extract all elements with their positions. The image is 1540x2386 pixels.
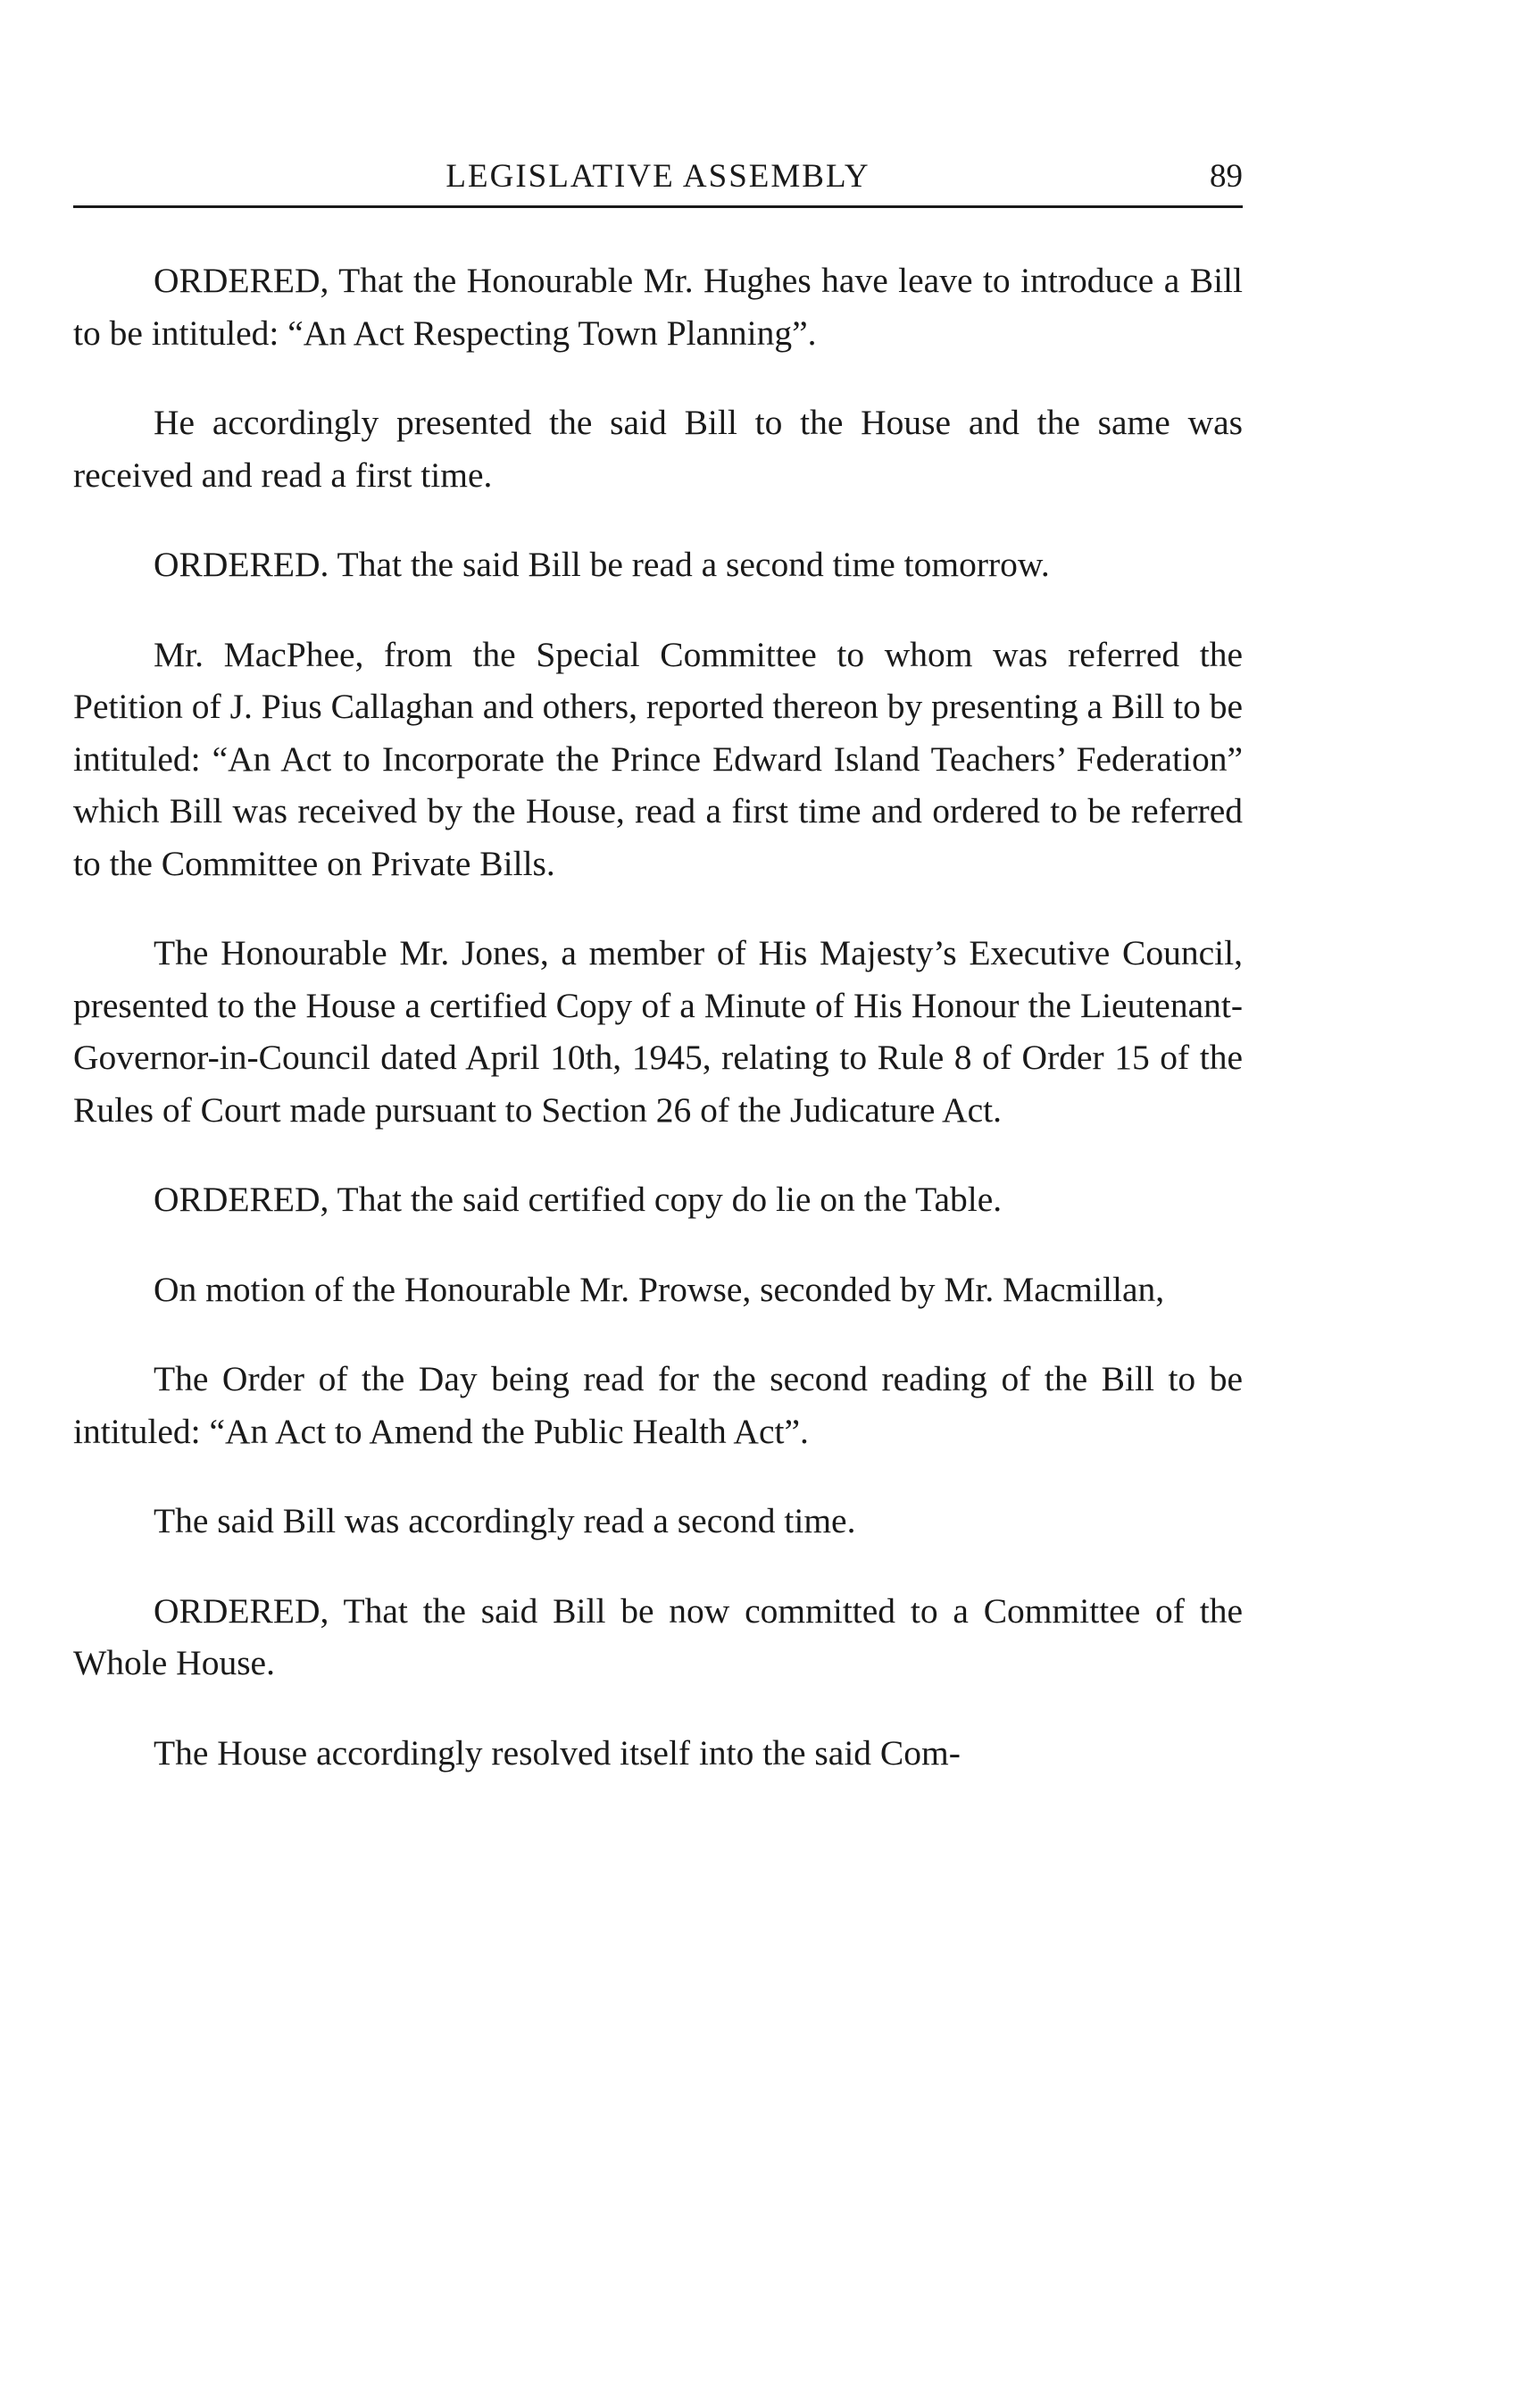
page-number: 89 — [1210, 158, 1243, 195]
paragraph-bill-presented: He accordingly presented the said Bill to the House and the same was received and read a first time. — [73, 403, 1243, 495]
header-title: LEGISLATIVE ASSEMBLY — [445, 158, 870, 195]
paragraph-read-second-time: The said Bill was accordingly read a second time. — [154, 1501, 856, 1540]
document-page — [73, 152, 1243, 1816]
paragraph-copy-on-table: ORDERED, That the said certified copy do lie on the Table. — [154, 1180, 1003, 1219]
paragraph-ordered-leave: ORDERED, That the Honourable Mr. Hughes have leave to introduce a Bill to be intituled: “An Act Respecting Town Planning”. — [73, 261, 1243, 353]
paragraph-motion: On motion of the Honourable Mr. Prowse, seconded by Mr. Macmillan, — [154, 1269, 1165, 1309]
document-body — [73, 254, 1243, 1779]
paragraph-second-reading-ordered: ORDERED. That the said Bill be read a second time tomorrow. — [154, 545, 1050, 584]
paragraph-committed-whole-house: ORDERED, That the said Bill be now committed to a Committee of the Whole House. — [73, 1590, 1243, 1682]
paragraph-executive-council-minute: The Honourable Mr. Jones, a member of His Majesty’s Executive Council, presented to the House a certified Copy of a Minute of His Honour the Lieutenant-Governor-in-Council dated April 10th, 1945, relating to Rule 8 of Order 15 of the Rules of Court made pursuant to Section 26 of the Judicature Act. — [73, 933, 1243, 1130]
running-header — [73, 152, 1243, 208]
paragraph-special-committee-report: Mr. MacPhee, from the Special Committee to whom was referred the Petition of J. Pius Callaghan and others, reported thereon by presenting a Bill to be intituled: “An Act to Incorporate the Prince Edward Island Teachers’ Federation” which Bill was received by the House, read a first time and ordered to be referred to the Committee on Private Bills. — [73, 634, 1243, 883]
paragraph-house-resolved: The House accordingly resolved itself into the said Com- — [154, 1732, 961, 1773]
paragraph-order-of-day: The Order of the Day being read for the second reading of the Bill to be intituled: “An Act to Amend the Public Health Act”. — [73, 1359, 1243, 1451]
